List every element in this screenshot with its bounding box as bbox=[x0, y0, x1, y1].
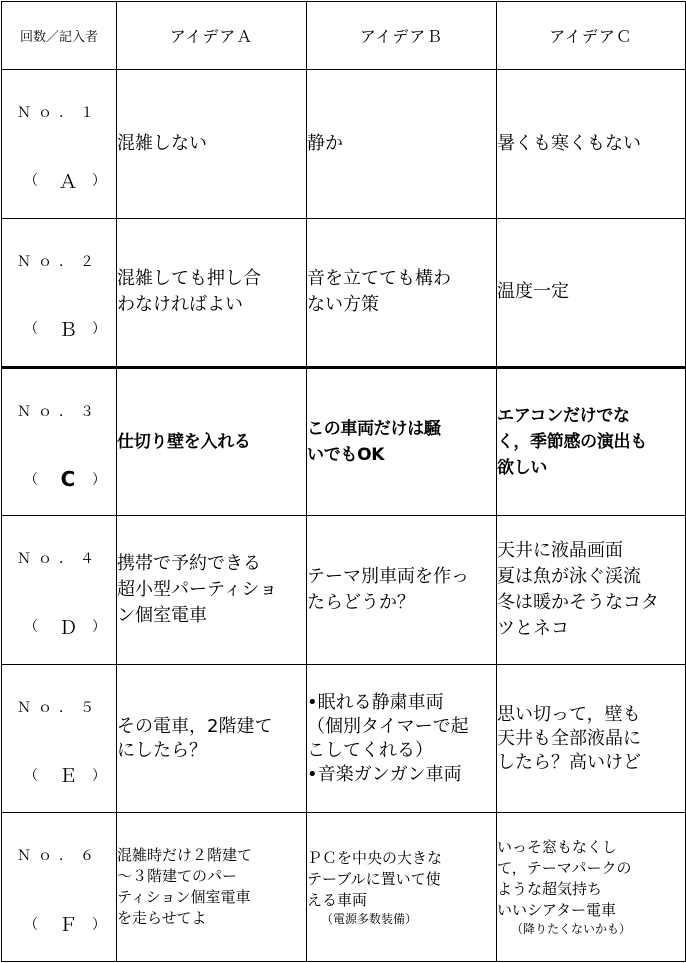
round-cell bbox=[2, 218, 117, 367]
round-cell bbox=[2, 367, 117, 516]
idea-line: この車両だけは騒 bbox=[307, 418, 441, 439]
idea-line: 混雑しても押し合 bbox=[117, 268, 261, 290]
idea-line: 夏は魚が泳ぐ渓流 bbox=[497, 565, 641, 587]
round-number: Ｎｏ．１ bbox=[17, 105, 101, 122]
idea-line: 天井に液晶画面 bbox=[497, 539, 623, 561]
idea-line: わなければよい bbox=[117, 294, 243, 316]
round-cell bbox=[2, 516, 117, 665]
idea-line: たらどうか？ bbox=[307, 591, 415, 613]
header-row bbox=[2, 2, 686, 70]
header-idea-c: アイデアＣ bbox=[497, 2, 686, 70]
writer-label bbox=[24, 613, 106, 640]
idea-line: ＰＣを中央の大きな bbox=[307, 848, 443, 867]
idea-c-cell bbox=[497, 813, 686, 962]
writer-name: C bbox=[60, 467, 76, 492]
idea-line: える車両 bbox=[307, 890, 368, 909]
paren-open: （ bbox=[24, 916, 38, 933]
idea-b-cell bbox=[307, 516, 497, 665]
table-row bbox=[2, 664, 686, 813]
idea-line: •眠れる静粛車両 bbox=[307, 691, 444, 713]
writer-label bbox=[24, 467, 106, 491]
paren-open: （ bbox=[24, 321, 38, 337]
idea-a-cell bbox=[117, 664, 307, 813]
idea-line: 温度一定 bbox=[497, 281, 569, 303]
round-number: Ｎｏ．２ bbox=[17, 253, 101, 270]
writer-name: Ａ bbox=[58, 170, 78, 193]
idea-a-cell bbox=[117, 516, 307, 665]
idea-line: ツとネコ bbox=[497, 617, 569, 639]
round-number: Ｎｏ．６ bbox=[17, 848, 101, 865]
idea-line: いっそ窓もなくし bbox=[497, 838, 618, 857]
idea-c-cell bbox=[497, 516, 686, 665]
paren-open: （ bbox=[24, 619, 38, 636]
paren-close: ） bbox=[92, 472, 106, 489]
writer-name: Ｄ bbox=[58, 616, 78, 639]
idea-line: にしたら？ bbox=[117, 739, 207, 761]
idea-line: テーマ別車両を作っ bbox=[307, 565, 469, 587]
idea-line: こしてくれる） bbox=[307, 739, 433, 761]
table-row bbox=[2, 813, 686, 962]
idea-line: したら？高いけど bbox=[497, 751, 641, 773]
idea-line: 思い切って，壁も bbox=[497, 703, 641, 725]
header-round-writer: 回数／記入者 bbox=[2, 2, 117, 70]
idea-c-cell bbox=[497, 70, 686, 219]
table-row bbox=[2, 367, 686, 516]
idea-line: その電車，2階建て bbox=[117, 715, 273, 737]
idea-c-cell bbox=[497, 218, 686, 367]
round-number: Ｎｏ．３ bbox=[17, 403, 101, 420]
paren-close: ） bbox=[91, 916, 106, 933]
brainwriting-table bbox=[1, 1, 686, 962]
writer-label bbox=[24, 910, 106, 937]
idea-line: テーブルに置いて使 bbox=[307, 869, 441, 888]
idea-line: ような超気持ち bbox=[497, 880, 603, 899]
idea-line: 暑くも寒くもない bbox=[497, 133, 641, 155]
idea-line: 冬は暖かそうなコタ bbox=[497, 591, 659, 613]
paren-close: ） bbox=[91, 173, 106, 190]
idea-a-cell bbox=[117, 218, 307, 367]
writer-label bbox=[24, 315, 106, 342]
idea-note: （降りたくないかも） bbox=[511, 922, 632, 937]
writer-label bbox=[24, 167, 106, 194]
idea-b-cell bbox=[307, 218, 497, 367]
paren-open: （ bbox=[24, 472, 38, 489]
idea-line: （個別タイマーで起 bbox=[307, 715, 469, 737]
writer-name: Ｅ bbox=[58, 765, 78, 788]
idea-line: 静か bbox=[307, 133, 343, 155]
table-row bbox=[2, 218, 686, 367]
idea-line: 仕切り壁を入れる bbox=[117, 431, 251, 452]
idea-line: て，テーマパークの bbox=[497, 859, 632, 878]
idea-line: いでもOK bbox=[307, 444, 385, 465]
paren-open: （ bbox=[24, 173, 38, 190]
table-row bbox=[2, 516, 686, 665]
table-row bbox=[2, 70, 686, 219]
idea-b-cell bbox=[307, 367, 497, 516]
round-cell bbox=[2, 664, 117, 813]
idea-line: いいシアター電車 bbox=[497, 901, 616, 920]
idea-b-cell bbox=[307, 70, 497, 219]
idea-line: 混雑時だけ２階建て bbox=[117, 846, 253, 865]
idea-line: 欲しい bbox=[497, 457, 548, 478]
writer-label bbox=[24, 761, 106, 788]
round-cell bbox=[2, 813, 117, 962]
idea-a-cell bbox=[117, 367, 307, 516]
round-cell bbox=[2, 70, 117, 219]
round-number: Ｎｏ．４ bbox=[17, 551, 101, 568]
paren-close: ） bbox=[91, 321, 106, 337]
idea-line: ない方策 bbox=[307, 294, 379, 316]
idea-line: 超小型パーティショ bbox=[117, 578, 278, 600]
paren-close: ） bbox=[91, 767, 106, 784]
writer-name: Ｆ bbox=[58, 914, 78, 936]
paren-open: （ bbox=[24, 767, 38, 784]
idea-line: •音楽ガンガン車両 bbox=[307, 763, 462, 785]
idea-note: （電源多数装備） bbox=[321, 911, 418, 926]
idea-line: ～３階建てのパー bbox=[117, 867, 238, 886]
header-idea-a: アイデアＡ bbox=[117, 2, 307, 70]
round-number: Ｎｏ．５ bbox=[17, 699, 101, 716]
paren-close: ） bbox=[91, 619, 106, 636]
idea-b-cell bbox=[307, 664, 497, 813]
idea-line: エアコンだけでな bbox=[497, 405, 630, 426]
idea-a-cell bbox=[117, 813, 307, 962]
header-idea-b: アイデアＢ bbox=[307, 2, 497, 70]
idea-line: ティション個室電車 bbox=[117, 888, 251, 907]
idea-line: 混雑しない bbox=[117, 133, 207, 155]
idea-line: 携帯で予約できる bbox=[117, 552, 261, 574]
idea-c-cell bbox=[497, 664, 686, 813]
idea-line: 音を立てても構わ bbox=[307, 268, 451, 290]
idea-c-cell bbox=[497, 367, 686, 516]
idea-b-cell bbox=[307, 813, 497, 962]
idea-line: ン個室電車 bbox=[117, 604, 207, 626]
idea-line: 天井も全部液晶に bbox=[497, 727, 641, 749]
idea-a-cell bbox=[117, 70, 307, 219]
idea-line: を走らせてよ bbox=[117, 909, 207, 928]
writer-name: Ｂ bbox=[58, 318, 78, 341]
idea-line: く，季節感の演出も bbox=[497, 431, 647, 452]
